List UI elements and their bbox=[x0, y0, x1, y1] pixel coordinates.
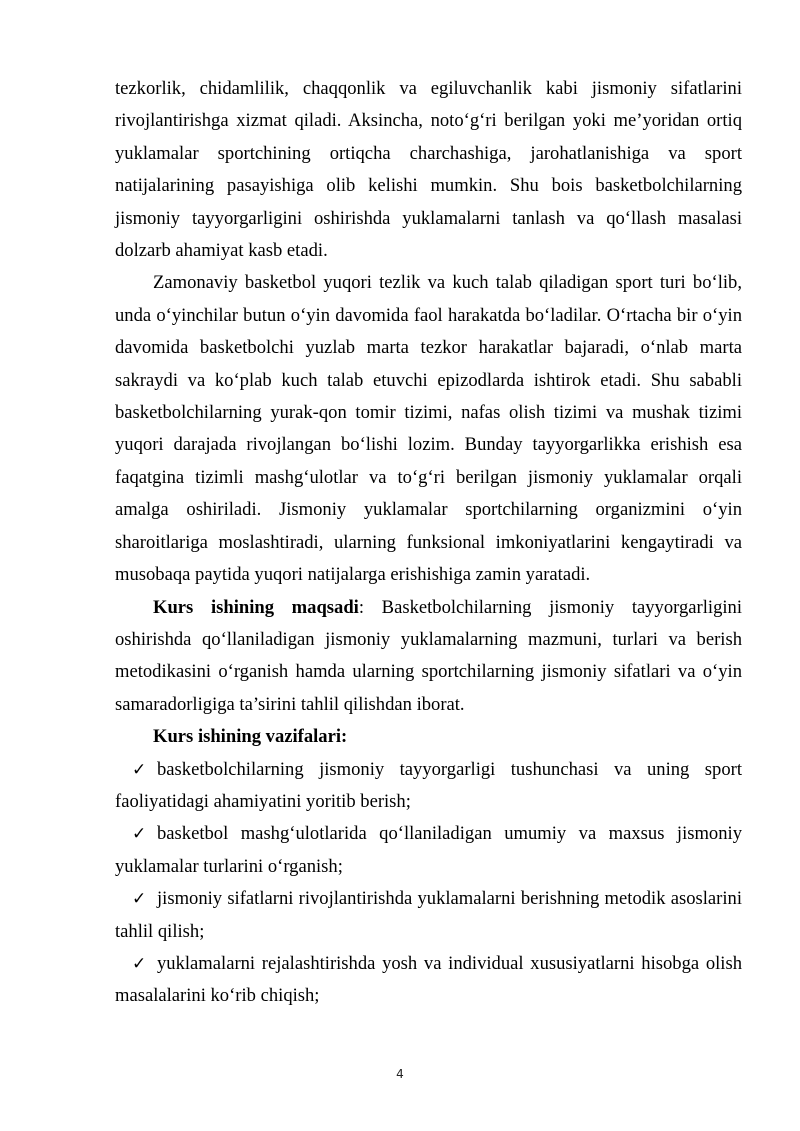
course-aim-text: Basketbolchilarning jismoniy tayyorgarligini oshirishda qo‘llaniladigan jismoniy yuklamalarning mazmuni, turlari va berish metodikasini o‘rganish hamda ularning sportchilarning jismoniy sifatlari va o‘yin samaradorligiga ta’sirini tahlil qilishdan iborat. bbox=[115, 596, 742, 715]
page-content bbox=[115, 73, 742, 1013]
task-item-text: basketbol mashg‘ulotlarida qo‘llaniladigan umumiy va maxsus jismoniy yuklamalar turlarini o‘rganish; bbox=[115, 823, 742, 877]
checkmark-icon: ✓ bbox=[132, 889, 147, 910]
task-item-1 bbox=[115, 754, 742, 819]
checkmark-icon: ✓ bbox=[132, 759, 147, 780]
course-aim-separator: : bbox=[358, 596, 365, 618]
paragraph-course-aim bbox=[115, 592, 742, 722]
course-tasks-heading: Kurs ishining vazifalari: bbox=[153, 726, 348, 748]
checkmark-icon: ✓ bbox=[132, 824, 147, 845]
task-item-2 bbox=[115, 818, 742, 883]
task-item-text: jismoniy sifatlarni rivojlantirishda yuklamalarni berishning metodik asoslarini tahlil qilish; bbox=[115, 888, 742, 942]
task-item-text: basketbolchilarning jismoniy tayyorgarligi tushunchasi va uning sport faoliyatidagi ahamiyatini yoritib berish; bbox=[115, 758, 742, 812]
checkmark-icon: ✓ bbox=[132, 953, 147, 974]
task-item-4 bbox=[115, 948, 742, 1013]
paragraph-modern-basketball: Zamonaviy basketbol yuqori tezlik va kuch talab qiladigan sport turi bo‘lib, unda o‘yinchilar butun o‘yin davomida faol harakatda bo‘ladilar. O‘rtacha bir o‘yin davomida basketbolchi yuzlab marta tezkor harakatlar bajaradi, o‘nlab marta sakraydi va ko‘plab kuch talab etuvchi epizodlarda ishtirok etadi. Shu sababli basketbolchilarning yurak-qon tomir tizimi, nafas olish tizimi va mushak tizimi yuqori darajada rivojlangan bo‘lishi lozim. Bunday tayyorgarlikka erishish esa faqatgina tizimli mashg‘ulotlar va to‘g‘ri berilgan jismoniy yuklamalar orqali amalga oshiriladi. Jismoniy yuklamalar sportchilarning organizmini o‘yin sharoitlariga moslashtiradi, ularning funksional imkoniyatlarini kengaytiradi va musobaqa paytida yuqori natijalarga erishishiga zamin yaratadi. bbox=[115, 272, 742, 586]
course-aim-label: Kurs ishining maqsadi bbox=[153, 596, 359, 618]
task-item-3 bbox=[115, 883, 742, 948]
page-number: 4 bbox=[396, 1067, 404, 1081]
task-item-text: yuklamalarni rejalashtirishda yosh va individual xususiyatlarni hisobga olish masalalarini ko‘rib chiqish; bbox=[115, 952, 742, 1007]
paragraph-intro-continuation: tezkorlik, chidamlilik, chaqqonlik va egiluvchanlik kabi jismoniy sifatlarini rivojlantirishga xizmat qiladi. Aksincha, noto‘g‘ri berilgan yoki me’yoridan ortiq yuklamalar sportchining ortiqcha charchashiga, jarohatlanishiga va sport natijalarining pasayishiga olib kelishi mumkin. Shu bois basketbolchilarning jismoniy tayyorgarligini oshirishda yuklamalarni tanlash va qo‘llash masalasi dolzarb ahamiyat kasb etadi. bbox=[115, 78, 742, 262]
